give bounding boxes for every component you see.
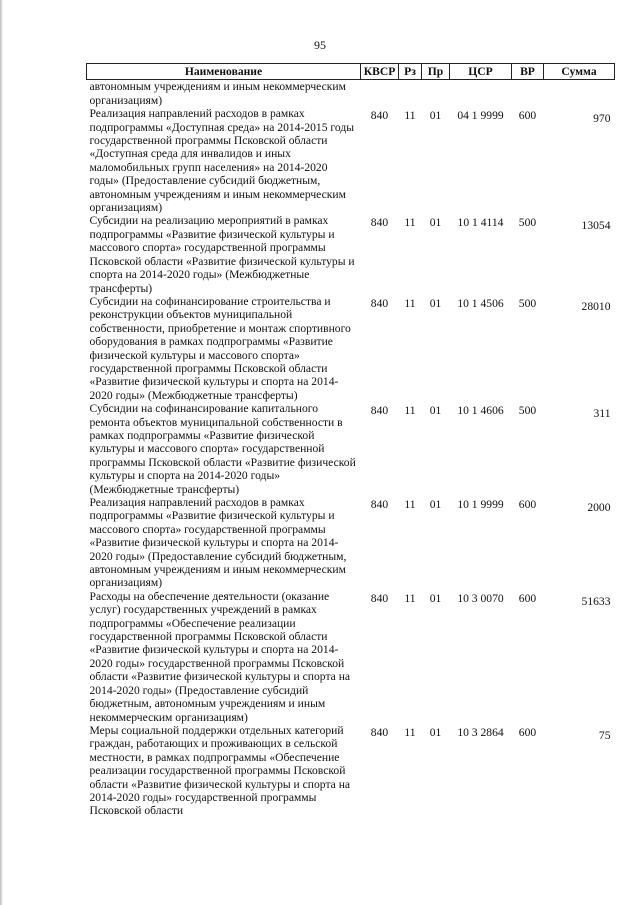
cell-kvsr: 840 [370, 591, 389, 605]
cell-csr: 10 1 4506 [457, 296, 504, 310]
cell-name: Реализация направлений расходов в рамках подпрограммы «Развитие физической культуры и массового спорта» государственной программы «Развитие физической культуры и спорта на 2014-2020 годы» (Предоставление субсидий бюджетным, автономным учреждениям и иным некоммерческим организациям) [89, 496, 347, 590]
table-body [87, 80, 615, 818]
cell-sum: 970 [593, 112, 611, 126]
page-number: 95 [314, 38, 326, 52]
cell-vr: 500 [518, 216, 537, 230]
cell-vr: 600 [518, 498, 537, 511]
header-sum: Сумма [544, 64, 615, 80]
cell-csr: 10 1 4114 [457, 216, 504, 230]
table-row [87, 590, 615, 724]
cell-sum [544, 80, 615, 107]
cell-pr: 01 [429, 404, 442, 418]
table-row [87, 496, 615, 590]
table-header [87, 64, 615, 80]
table-row [87, 724, 615, 818]
cell-csr: 10 3 0070 [457, 591, 504, 605]
cell-rz: 11 [404, 296, 416, 310]
cell-kvsr: 840 [370, 109, 389, 123]
cell-pr: 01 [429, 591, 442, 605]
table-row [87, 80, 615, 107]
cell-kvsr: 840 [370, 498, 389, 511]
cell-name: Расходы на обеспечение деятельности (оказание услуг) государственных учреждений в рамках подпрограммы «Обеспечение реализации государственной программы Псковской области «Развитие физической культуры и спорта на 2014-2020 годы» государственной программы Псковской области «Развитие физической культуры и спорта на 2014-2020 годы» (Предоставление субсидий бюджетным, автономным учреждениям и иным некоммерческим организациям) [89, 589, 351, 724]
cell-name: Реализация направлений расходов в рамках подпрограммы «Доступная среда» на 2014-2015 годы государственной программы Псковской области «Доступная среда для инвалидов и иных маломобильных групп населения» на 2014-2020 годы» (Предоставление субсидий бюджетным, автономным учреждениям и иным некоммерческим организациям) [89, 107, 355, 215]
cell-pr: 01 [429, 296, 442, 310]
cell-rz: 11 [404, 591, 416, 605]
cell-vr: 600 [518, 591, 537, 605]
cell-rz: 11 [404, 109, 416, 123]
cell-sum: 311 [593, 407, 611, 421]
cell-pr: 01 [429, 109, 442, 123]
header-rz: Рз [399, 64, 422, 80]
header-csr: ЦСР [450, 64, 512, 80]
cell-kvsr [361, 80, 399, 107]
cell-csr: 10 1 4606 [457, 404, 504, 418]
cell-vr: 600 [518, 725, 537, 739]
cell-sum: 2000 [587, 501, 611, 514]
cell-kvsr: 840 [370, 296, 389, 310]
cell-vr: 500 [518, 404, 537, 418]
cell-csr: 10 1 9999 [457, 498, 504, 511]
cell-sum: 75 [598, 728, 611, 742]
cell-csr [450, 80, 512, 107]
header-vr: ВР [512, 64, 544, 80]
cell-kvsr: 840 [370, 404, 389, 418]
cell-sum: 13054 [581, 219, 611, 233]
cell-rz: 11 [404, 498, 416, 511]
table-row [87, 402, 615, 496]
cell-vr [512, 80, 544, 107]
cell-csr: 04 1 9999 [457, 109, 504, 123]
cell-vr: 500 [518, 296, 537, 310]
cell-pr: 01 [429, 498, 442, 511]
header-kvsr: КВСР [361, 64, 399, 80]
cell-rz: 11 [404, 725, 416, 739]
cell-name: Субсидии на реализацию мероприятий в рамках подпрограммы «Развитие физической культуры и массового спорта» государственной программы Псковской области «Развитие физической культуры и спорта на 2014-2020 годы» (Межбюджетные трансферты) [89, 214, 355, 295]
table-row [87, 295, 615, 402]
cell-name: автономным учреждениям и иным некоммерческим организациям) [89, 80, 346, 107]
table-row [87, 107, 615, 214]
cell-kvsr: 840 [370, 725, 389, 739]
cell-name: Субсидии на софинансирование строительства и реконструкции объектов муниципальной собственности, приобретение и монтаж спортивного оборудования в рамках подпрограммы «Развитие физической культуры и массового спорта» государственной программы Псковской области «Развитие физической культуры и спорта на 2014-2020 годы» (Межбюджетные трансферты) [89, 294, 351, 402]
cell-name: Субсидии на софинансирование капитального ремонта объектов муниципальной собственности в рамках подпрограммы «Развитие физической культуры и массового спорта» государственной программы Псковской области «Развитие физической культуры и спорта на 2014-2020 годы» (Межбюджетные трансферты) [89, 402, 356, 496]
cell-rz: 11 [404, 404, 416, 418]
cell-kvsr: 840 [370, 216, 389, 230]
cell-pr: 01 [429, 216, 442, 230]
cell-pr [422, 80, 450, 107]
header-pr: Пр [422, 64, 450, 80]
cell-pr: 01 [429, 725, 442, 739]
cell-name: Меры социальной поддержки отдельных категорий граждан, работающих и проживающих в сельской местности, в рамках подпрограммы «Обеспечение реализации государственной программы Псковской области «Развитие физической культуры и спорта на 2014-2020 годы» государственной программы Псковской области [89, 723, 351, 818]
cell-csr: 10 3 2864 [457, 725, 504, 739]
cell-rz [399, 80, 422, 107]
cell-sum: 51633 [581, 594, 611, 608]
cell-sum: 28010 [581, 299, 611, 313]
header-name: Наименование [87, 64, 361, 80]
cell-rz: 11 [404, 216, 416, 230]
table-row [87, 214, 615, 294]
scan-left-edge [0, 0, 3, 905]
budget-table [86, 63, 615, 818]
cell-vr: 600 [518, 109, 537, 123]
